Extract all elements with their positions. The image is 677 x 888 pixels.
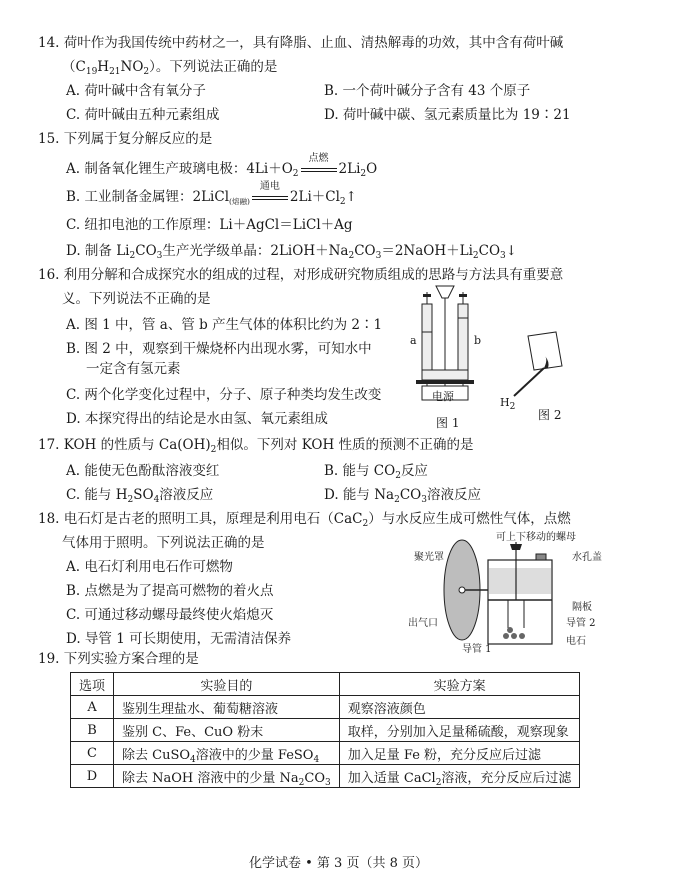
q16-stem-line1: 16. 利用分解和合成探究水的组成的过程，对形成研究物质组成的思路与方法具有重要意 — [38, 267, 564, 283]
q14-stem-line2: $(C_{19}H_{21}NO_2)$。下列说法正确的是 — [62, 59, 278, 77]
row-option: C — [71, 742, 114, 765]
q17-stem: 17. KOH 的性质与 $Ca(OH)_2$相似。下列对 KOH 性质的预测不正确的是 — [38, 437, 474, 455]
q17-option-a: A. 能使无色酚酞溶液变红 — [66, 463, 220, 479]
row-purpose: 除去 CuSO$_4$溶液中的少量 FeSO$_4$ — [114, 742, 340, 765]
lamp-label-tube1: 导管 1 — [462, 644, 492, 655]
q18-option-d: D. 导管 1 可长期使用，无需清洁保养 — [66, 631, 292, 647]
table-row — [71, 719, 580, 742]
table-header-row — [71, 673, 580, 696]
header-option: 选项 — [71, 673, 114, 696]
lamp-label-tube2: 导管 2 — [566, 618, 596, 629]
q18-option-b: B. 点燃是为了提高可燃物的着火点 — [66, 583, 274, 599]
fig1-power-label: 电源 — [432, 390, 454, 403]
q16-option-a: A. 图 1 中，管 a、管 b 产生气体的体积比约为 2∶1 — [66, 317, 383, 333]
fig1-caption: 图 1 — [436, 416, 460, 430]
lamp-label-outlet: 出气口 — [408, 618, 438, 629]
q18-option-a: A. 电石灯利用电石作可燃物 — [66, 559, 233, 575]
q14-option-a: A. 荷叶碱中含有氧分子 — [66, 83, 206, 99]
row-plan: 取样，分别加入足量稀硫酸，观察现象 — [339, 719, 580, 742]
fig1-label-a: a — [410, 334, 417, 347]
q14-option-b: B. 一个荷叶碱分子含有 43 个原子 — [324, 83, 531, 99]
experiment-table — [70, 672, 580, 788]
row-plan: 观察溶液颜色 — [339, 696, 580, 719]
fig2-caption: 图 2 — [538, 408, 562, 422]
fig1-label-b: b — [474, 334, 482, 347]
q17-option-c: C. 能与 $H_2SO_4$溶液反应 — [66, 487, 214, 505]
row-option: A — [71, 696, 114, 719]
lamp-label-water-cap: 水孔盖 — [572, 552, 602, 563]
header-purpose: 实验目的 — [114, 673, 340, 696]
row-option: B — [71, 719, 114, 742]
q15-option-b: B. 工业制备金属锂：2LiCl$_{(熔融)}$ 通电 $2Li+Cl_2↑$ — [66, 181, 357, 207]
q16-stem-line2: 义。下列说法不正确的是 — [62, 291, 211, 307]
q15-option-d: D. 制备 $Li_2CO_3$生产光学级单晶：$2LiOH+Na_2CO_3=2NaOH+Li_2CO_3↓$ — [66, 243, 518, 261]
q18-stem-line1: 18. 电石灯是古老的照明工具，原理是利用电石（CaC$_2$）与水反应生成可燃性气体，点燃 — [38, 511, 571, 529]
q18-stem-line2: 气体用于照明。下列说法正确的是 — [62, 535, 265, 551]
header-plan: 实验方案 — [339, 673, 580, 696]
q17-option-d: D. 能与 $Na_2CO_3$溶液反应 — [324, 487, 481, 505]
q16-option-c: C. 两个化学变化过程中，分子、原子种类均发生改变 — [66, 387, 382, 403]
q15-stem: 15. 下列属于复分解反应的是 — [38, 131, 213, 147]
q16-option-b-line1: B. 图 2 中，观察到干燥烧杯内出现水雾，可知水中 — [66, 341, 372, 357]
row-plan: 加入适量 CaCl$_2$溶液，充分反应后过滤 — [339, 765, 580, 788]
q16-option-d: D. 本探究得出的结论是水由氢、氧元素组成 — [66, 411, 328, 427]
lamp-label-nut: 可上下移动的螺母 — [496, 532, 576, 543]
page-footer: 化学试卷 • 第 3 页（共 8 页） — [248, 856, 428, 871]
fig2-h2-label: $H_2$ — [500, 396, 516, 412]
q18-option-c: C. 可通过移动螺母最终使火焰熄灭 — [66, 607, 274, 623]
q14-option-d: D. 荷叶碱中碳、氢元素质量比为 19∶21 — [324, 107, 571, 123]
table-row — [71, 742, 580, 765]
q19-stem: 19. 下列实验方案合理的是 — [38, 651, 199, 667]
q15-option-a: A. 制备氧化锂生产玻璃电极：$4Li+O_2$ 点燃 $2Li_2O$ — [66, 153, 378, 179]
row-option: D — [71, 765, 114, 788]
table-row — [71, 765, 580, 788]
row-plan: 加入足量 Fe 粉，充分反应后过滤 — [339, 742, 580, 765]
table-row — [71, 696, 580, 719]
q14-option-c: C. 荷叶碱由五种元素组成 — [66, 107, 220, 123]
row-purpose: 鉴别 C、Fe、CuO 粉末 — [114, 719, 340, 742]
lamp-label-reflector: 聚光罩 — [414, 552, 444, 563]
row-purpose: 除去 NaOH 溶液中的少量 $Na_2CO_3$ — [114, 765, 340, 788]
lamp-label-carbide: 电石 — [566, 636, 586, 647]
row-purpose: 鉴别生理盐水、葡萄糖溶液 — [114, 696, 340, 719]
q16-option-b-line2: 一定含有氢元素 — [86, 361, 181, 377]
q17-option-b: B. 能与 $CO_2$反应 — [324, 463, 428, 481]
q15-option-c: C. 纽扣电池的工作原理：Li＋AgCl＝LiCl＋Ag — [66, 217, 353, 233]
q14-stem-line1: 14. 荷叶作为我国传统中药材之一，具有降脂、止血、清热解毒的功效，其中含有荷叶碱 — [38, 35, 564, 51]
lamp-label-partition: 隔板 — [572, 602, 592, 613]
